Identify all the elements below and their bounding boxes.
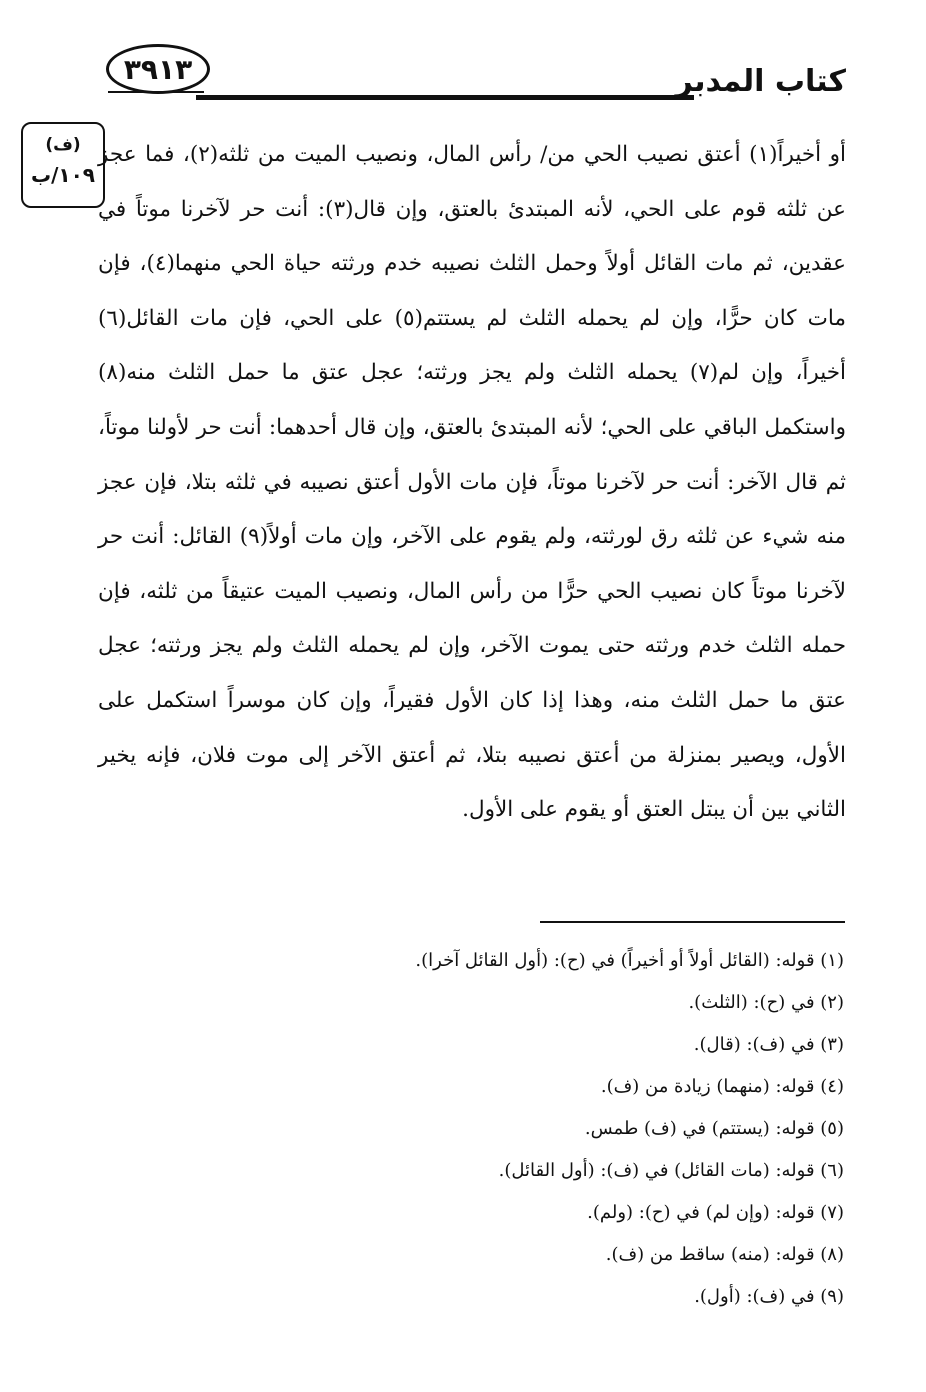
footnote-9: (٩) في (ف): (أول). (694, 1286, 844, 1307)
page-number (106, 44, 210, 94)
footnote-separator (540, 921, 845, 923)
footnote-6: (٦) قوله: (مات القائل) في (ف): (أول القائل). (498, 1160, 844, 1181)
header-rule (196, 95, 694, 100)
footnote-7: (٧) قوله: (وإن لم) في (ح): (ولم). (587, 1202, 844, 1223)
footnote-5: (٥) قوله: (يستتم) في (ف) طمس. (584, 1118, 844, 1139)
footnotes-list (104, 940, 844, 1318)
main-text (98, 128, 846, 838)
manuscript-source: (ف) (45, 135, 81, 155)
footnote-4: (٤) قوله: (منهما) زيادة من (ف). (600, 1076, 844, 1097)
page-number-text: ٣٩١٣ (123, 52, 193, 86)
footnote-2: (٢) في (ح): (الثلث). (688, 992, 844, 1013)
manuscript-folio-box (21, 122, 105, 208)
folio-reference: ١٠٩/ب (30, 163, 96, 187)
body-paragraph: أو أخيراً(١) أعتق نصيب الحي من/ رأس المال، ونصيب الميت من ثلثه(٢)، فما عجز عن ثلثه قوم على الحي، لأنه المبتدئ بالعتق، وإن قال(٣): أنت حر لآخرنا موتاً في عقدين، ثم مات القائل أولاً وحمل الثلث نصيبه خدم ورثته حياة الحي منهما(٤)، فإن مات كان حرًّا، وإن لم يحمله الثلث لم يستتم(٥) على الحي، فإن مات القائل(٦) أخيراً، وإن لم(٧) يحمله الثلث ولم يجز ورثته؛ عجل عتق ما حمل الثلث منه(٨) واستكمل الباقي على الحي؛ لأنه المبتدئ بالعتق، وإن قال أحدهما: أنت حر لأولنا موتاً، ثم قال الآخر: أنت حر لآخرنا موتاً، فإن مات الأول أعتق نصيبه في ثلثه بتلا، فإن عجز منه شيء عن ثلثه رق لورثته، ولم يقوم على الآخر، وإن مات أولاً(٩) القائل: أنت حر لآخرنا موتاً كان نصيب الحي حرًّا من رأس المال، ونصيب الميت عتيقاً من ثلثه، فإن حمله الثلث خدم ورثته حتى يموت الآخر، وإن لم يحمله الثلث ولم يجز ورثته؛ عجل عتق ما حمل الثلث منه، وهذا إذا كان الأول فقيراً، وإن كان موسراً استكمل على الأول، ويصير بمنزلة من أعتق نصيبه بتلا، ثم أعتق الآخر إلى موت فلان، فإنه يخير الثاني بين أن يبتل العتق أو يقوم على الأول. (98, 142, 847, 823)
footnote-1: (١) قوله: (القائل أولاً أو أخيراً) في (ح): (أول القائل آخرا). (415, 950, 844, 971)
book-title: كتاب المدبر (675, 64, 846, 99)
footnote-3: (٣) في (ف): (قال). (693, 1034, 844, 1055)
footnote-8: (٨) قوله: (منه) ساقط من (ف). (605, 1244, 844, 1265)
